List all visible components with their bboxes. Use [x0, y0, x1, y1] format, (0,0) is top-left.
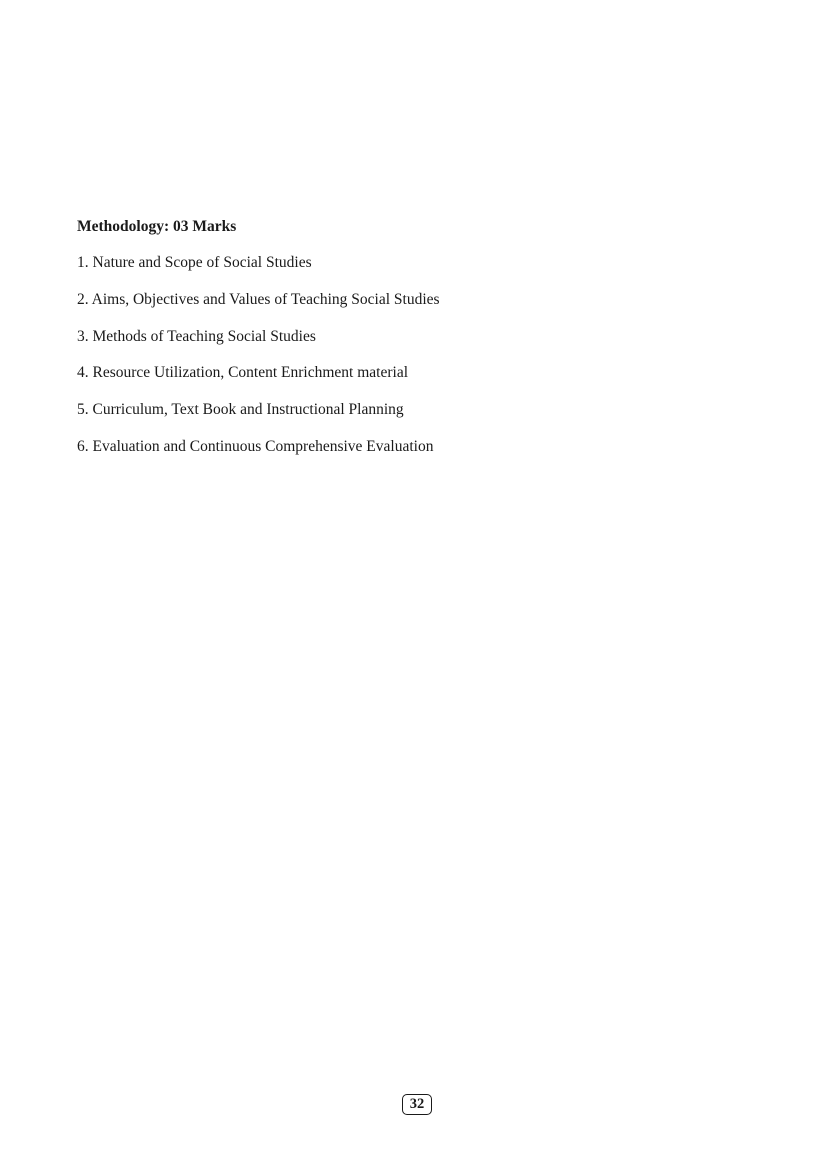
topic-list: [77, 253, 777, 457]
topic-item: 6. Evaluation and Continuous Comprehensive Evaluation: [77, 437, 434, 455]
methodology-section: [77, 217, 777, 474]
topic-item: 5. Curriculum, Text Book and Instructional Planning: [77, 401, 404, 419]
topic-item: 1. Nature and Scope of Social Studies: [77, 254, 312, 271]
topic-item: 4. Resource Utilization, Content Enrichment material: [77, 364, 409, 382]
topic-item: 2. Aims, Objectives and Values of Teaching Social Studies: [77, 290, 440, 308]
topic-item: 3. Methods of Teaching Social Studies: [77, 327, 316, 345]
section-heading: Methodology: 03 Marks: [77, 218, 237, 235]
page-number: 32: [402, 1094, 432, 1115]
